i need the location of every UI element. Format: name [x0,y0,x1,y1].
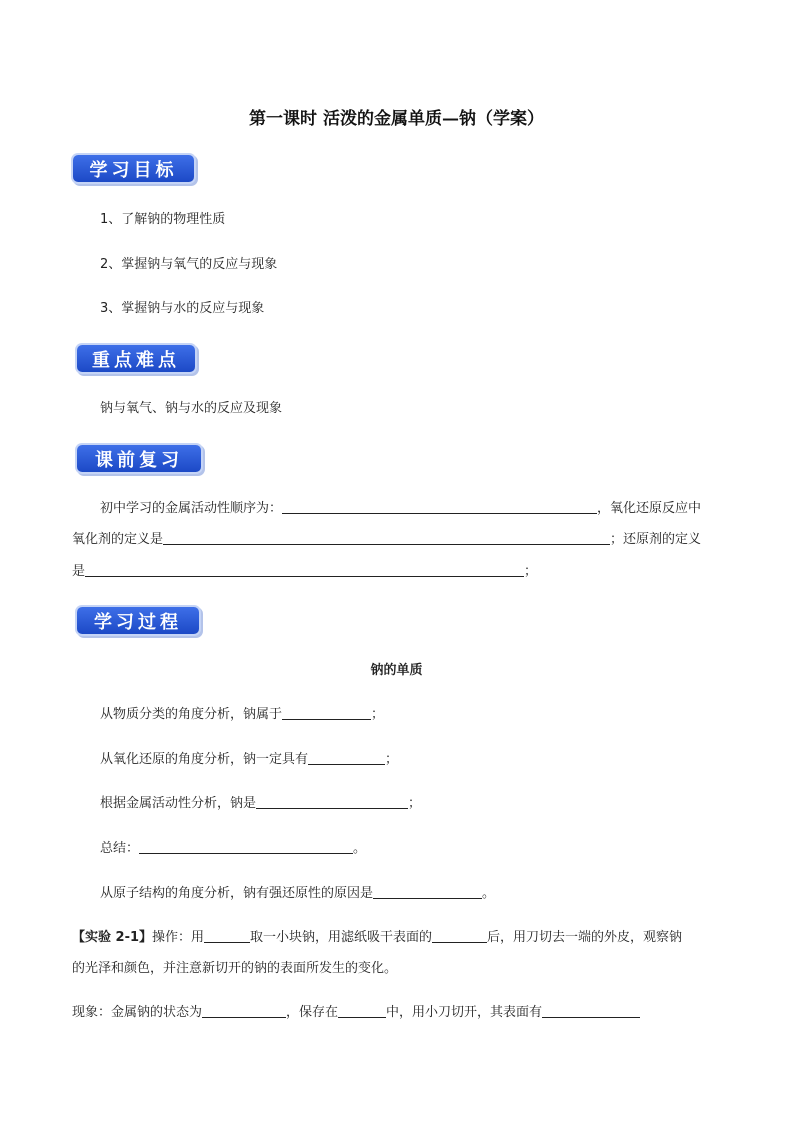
question-punct: ； [408,796,422,811]
goal-item: 3、掌握钠与水的反应与现象 [100,301,265,316]
goal-item: 2、掌握钠与氧气的反应与现象 [100,257,278,272]
review-text: ，氧化还原反应中 [597,501,702,516]
experiment-line-2: 的光泽和颜色，并注意新切开的钠的表面所发生的变化。 [72,961,398,976]
question-punct: 。 [482,886,496,901]
key-points-text: 钠与氧气、钠与水的反应及现象 [100,401,283,416]
section-title: 钠的单质 [370,663,423,678]
question-text: 从原子结构的角度分析，钠有强还原性的原因是 [100,886,374,901]
badge-learning-goals: 学习目标 [73,155,194,182]
fill-blank[interactable] [139,840,353,854]
question-item [100,885,495,903]
review-text: 氧化剂的定义是 [72,532,164,547]
fill-blank[interactable] [204,929,250,943]
experiment-text: 后，用刀切去一端的外皮，观察钠 [487,930,683,945]
phenomenon-text: 现象：金属钠的状态为 [72,1005,203,1020]
badge-review: 课前复习 [77,445,201,472]
experiment-line-1 [72,929,682,947]
question-item [100,840,366,858]
phenomenon-line [72,1004,640,1022]
question-item [100,795,421,813]
page-title: 第一课时 活泼的金属单质—钠（学案） [249,109,544,129]
fill-blank[interactable] [163,531,610,545]
question-text: 根据金属活动性分析，钠是 [100,796,257,811]
review-line-1 [100,500,701,518]
question-punct: ； [385,752,399,767]
phenomenon-text: ，保存在 [286,1005,339,1020]
goal-item: 1、了解钠的物理性质 [100,212,226,227]
review-text: 初中学习的金属活动性顺序为： [100,501,283,516]
review-text: ； [524,564,538,579]
fill-blank[interactable] [202,1004,286,1018]
fill-blank[interactable] [338,1004,386,1018]
fill-blank[interactable] [308,751,385,765]
badge-key-points: 重点难点 [77,345,195,372]
fill-blank[interactable] [282,500,597,514]
question-text: 从物质分类的角度分析，钠属于 [100,707,283,722]
experiment-text: 取一小块钠，用滤纸吸干表面的 [250,930,433,945]
review-text: 是 [72,564,86,579]
fill-blank[interactable] [85,563,524,577]
question-punct: 。 [353,841,367,856]
phenomenon-text: 中，用小刀切开，其表面有 [386,1005,543,1020]
review-text: ；还原剂的定义 [610,532,702,547]
fill-blank[interactable] [373,885,482,899]
fill-blank[interactable] [432,929,487,943]
experiment-label: 【实验 2-1】 [72,930,153,945]
question-punct: ； [371,707,385,722]
review-line-2 [72,531,701,549]
question-item [100,751,398,769]
experiment-text: 操作：用 [152,930,205,945]
review-line-3 [72,563,537,581]
question-text: 从氧化还原的角度分析，钠一定具有 [100,752,309,767]
question-item [100,706,384,724]
question-text: 总结： [100,841,140,856]
fill-blank[interactable] [256,795,408,809]
fill-blank[interactable] [282,706,371,720]
fill-blank[interactable] [542,1004,640,1018]
badge-learning-process: 学习过程 [77,607,199,634]
